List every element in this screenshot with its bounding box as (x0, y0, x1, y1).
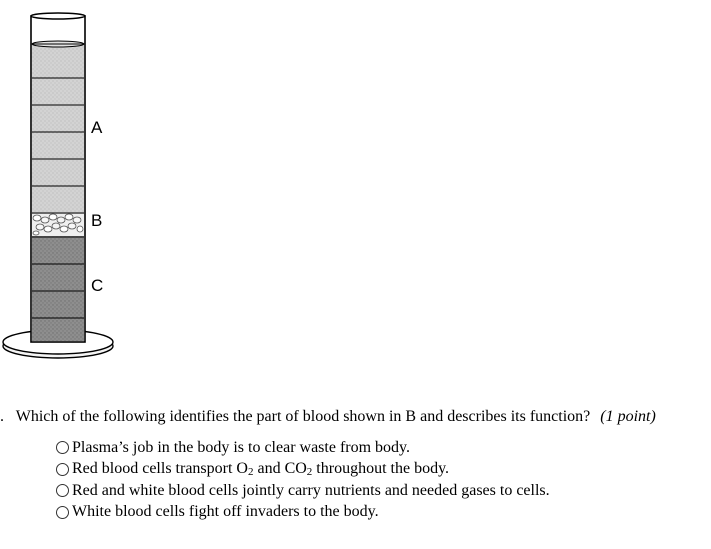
buffy-coat-layer (32, 214, 84, 236)
answer-options (56, 437, 550, 523)
answer-option-1-text: Plasma’s job in the body is to clear waste from body. (72, 438, 411, 456)
label-a: A (91, 118, 103, 137)
graduated-cylinder-figure (0, 0, 140, 370)
plasma-layer (32, 44, 84, 214)
radio-button-4[interactable] (56, 506, 69, 519)
answer-option-4[interactable] (56, 502, 550, 524)
question-text: Which of the following identifies the part of blood shown in B and describes its function? (15, 408, 591, 425)
radio-button-3[interactable] (56, 484, 69, 497)
answer-option-2-text: Red blood cells transport O2 and CO2 throughout the body. (72, 460, 450, 479)
question-number: . (0, 408, 4, 425)
question-prompt (0, 407, 711, 427)
answer-option-3-text: Red and white blood cells jointly carry nutrients and needed gases to cells. (72, 481, 550, 499)
red-cell-layer (32, 236, 84, 341)
label-c: C (91, 276, 104, 295)
radio-button-2[interactable] (56, 463, 69, 476)
question-points: (1 point) (600, 408, 656, 425)
cylinder-rim (31, 13, 85, 19)
answer-option-4-text: White blood cells fight off invaders to the body. (72, 503, 379, 521)
label-b: B (91, 211, 103, 230)
answer-option-1[interactable] (56, 437, 550, 459)
answer-option-2[interactable] (56, 459, 550, 481)
answer-option-3[interactable] (56, 480, 550, 502)
radio-button-1[interactable] (56, 441, 69, 454)
